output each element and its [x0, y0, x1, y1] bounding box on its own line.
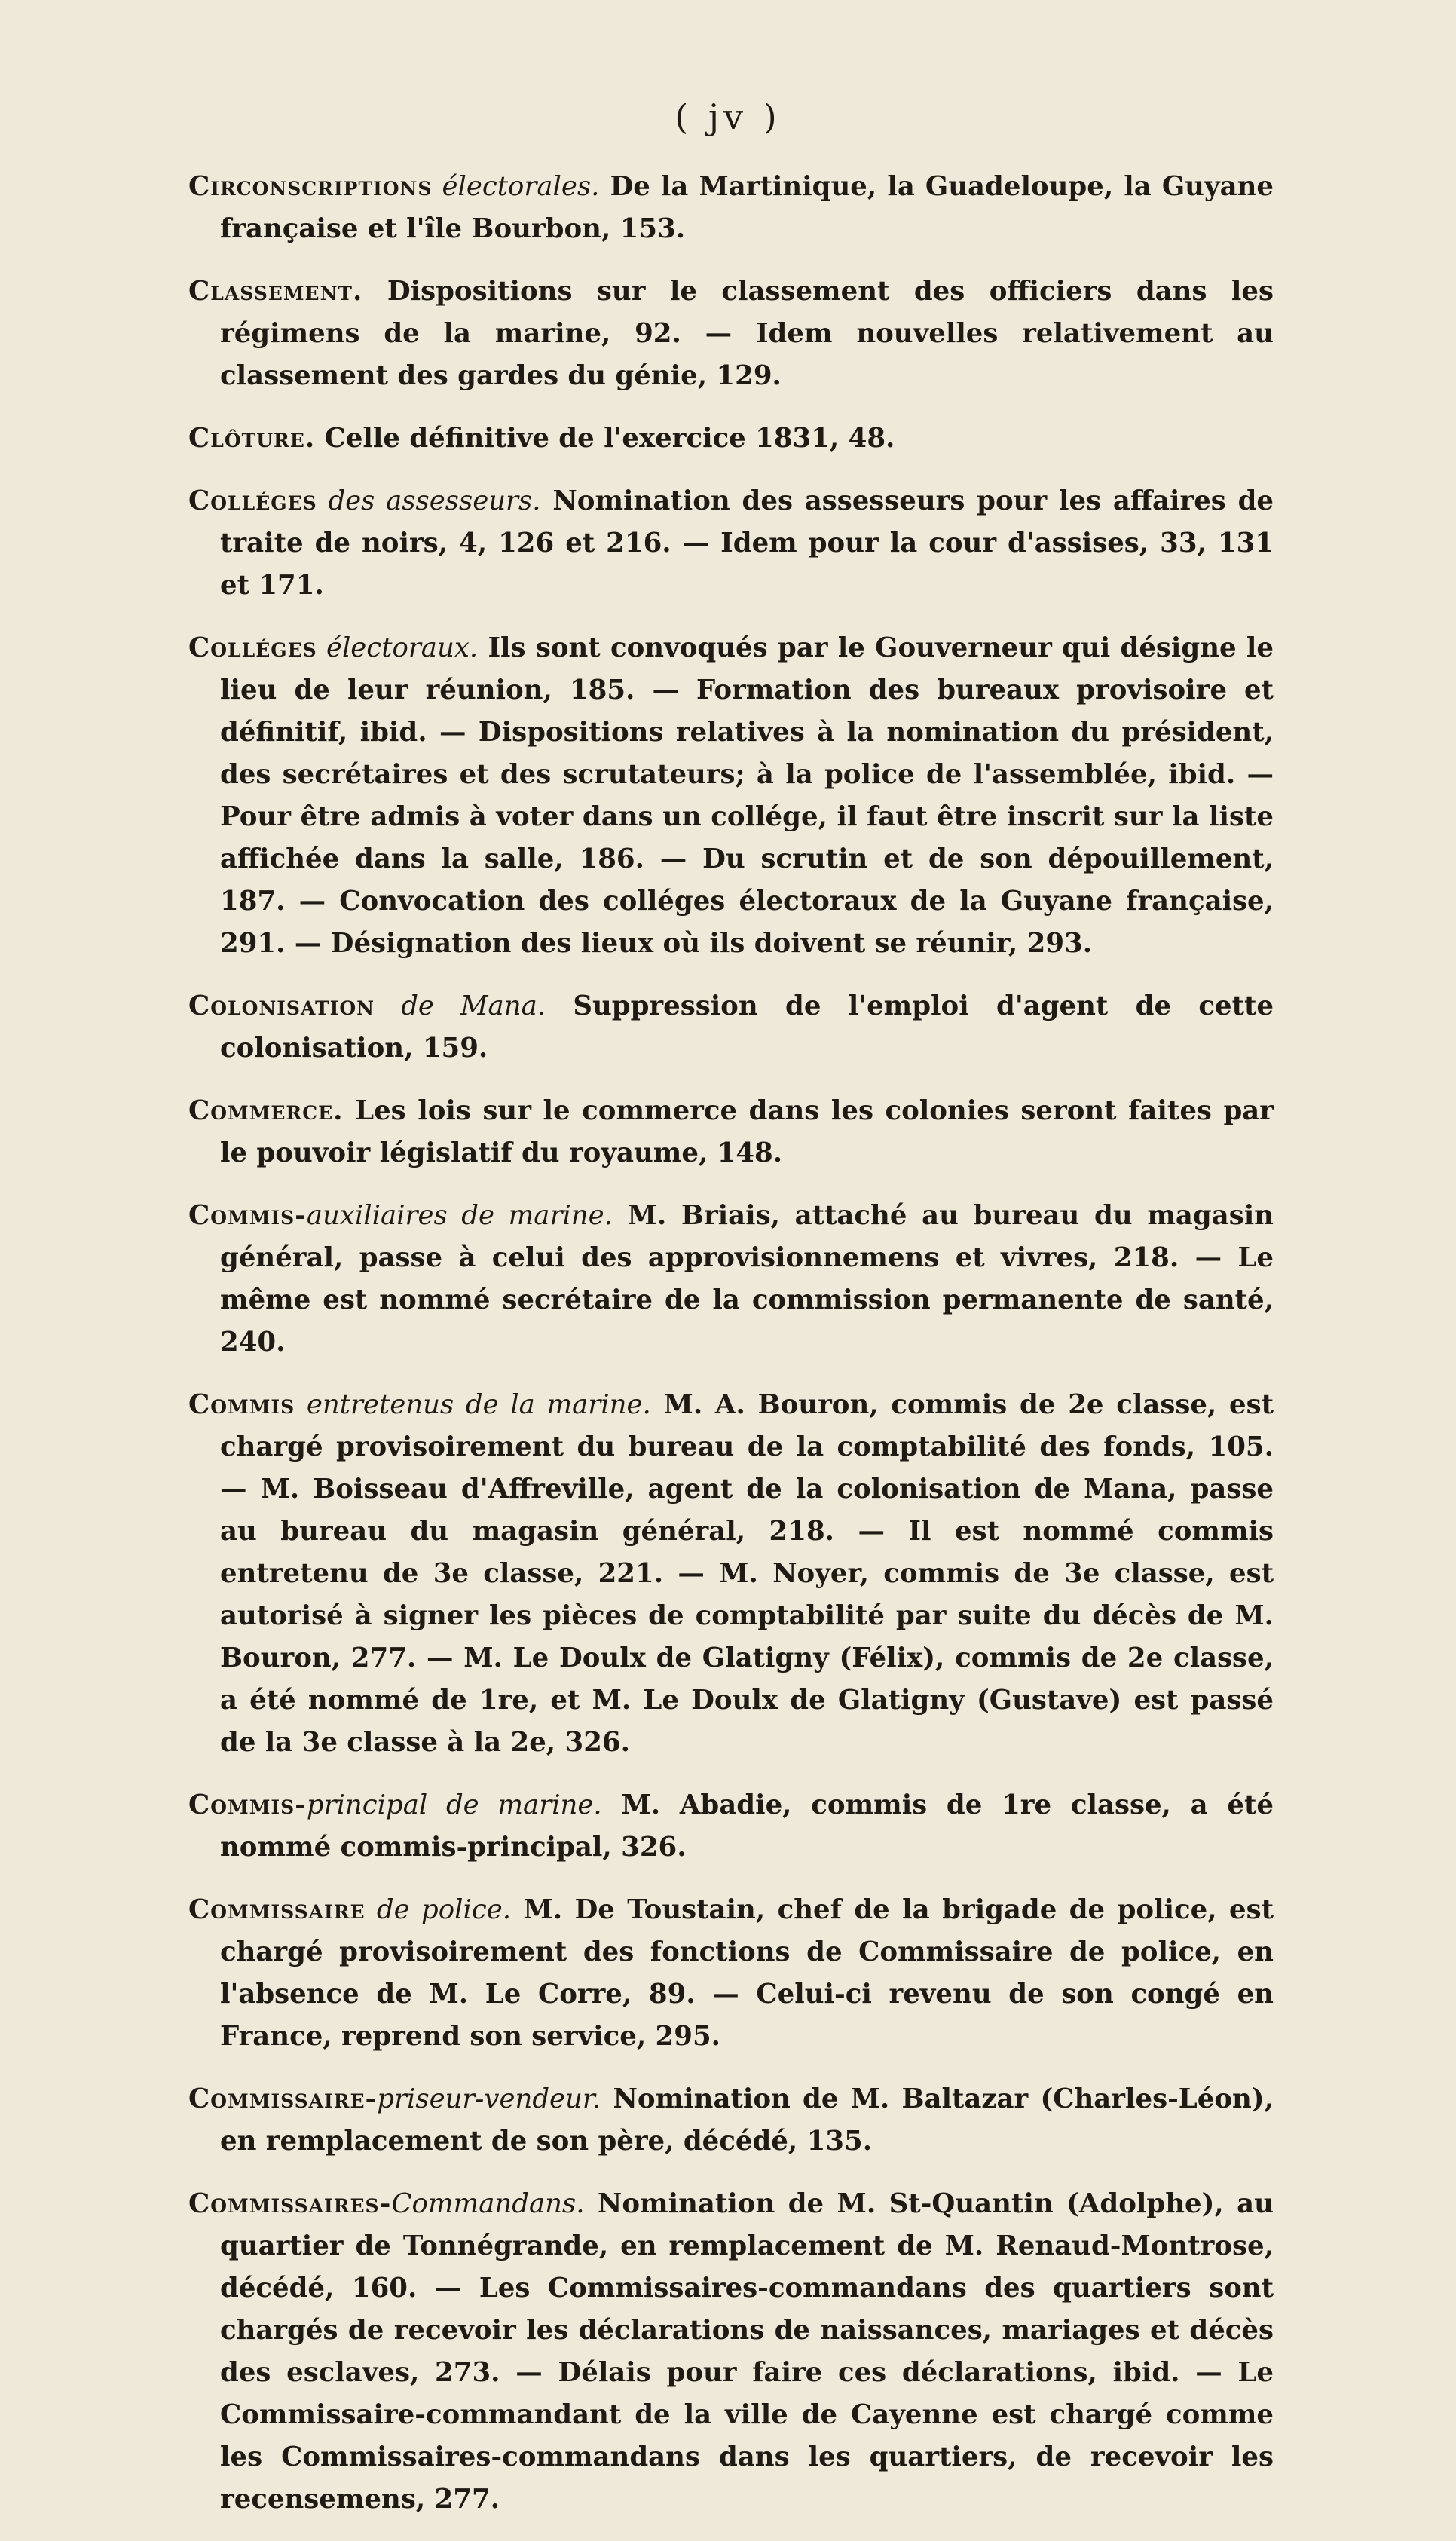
index-entry	[188, 1784, 1274, 1869]
index-entry	[188, 1889, 1274, 2058]
entry-subheading: Commandans.	[391, 2188, 585, 2219]
entry-text: Ils sont convoqués par le Gouverneur qui désigne le lieu de leur réunion, 185. — Formation des bureaux provisoire et définitif, ibid. — Dispositions relatives à la nomination du président, des secrétaires et des scrutateurs; à la police de l'assemblée, ibid. — Pour être admis à voter dans un collége, il faut être inscrit sur la liste affichée dans la salle, 186. — Du scrutin et de son dépouillement, 187. — Convocation des colléges électoraux de la Guyane française, 291. — Désignation des lieux où ils doivent se réunir, 293.	[220, 632, 1274, 959]
entry-text: Nomination de M. Baltazar (Charles-Léon), en remplacement de son père, décédé, 135.	[220, 2083, 1274, 2157]
entry-heading: Clôture.	[188, 423, 316, 454]
entry-heading: Commerce.	[188, 1095, 344, 1126]
index-entry	[188, 1090, 1274, 1174]
entry-heading: Circonscriptions	[188, 171, 433, 202]
entry-subheading: entretenus de la marine.	[306, 1389, 651, 1420]
entry-subheading: de Mana.	[401, 990, 546, 1021]
index-entry	[188, 418, 1274, 460]
index-entry	[188, 1195, 1274, 1364]
index-entry	[188, 627, 1274, 965]
entry-subheading: électoraux.	[326, 632, 479, 663]
entry-text: M. A. Bouron, commis de 2e classe, est chargé provisoirement du bureau de la comptabilité des fonds, 105. — M. Boisseau d'Affreville, agent de la colonisation de Mana, passe au bureau du magasin général, 218. — Il est nommé commis entretenu de 3e classe, 221. — M. Noyer, commis de 3e classe, est autorisé à signer les pièces de comptabilité par suite du décès de M. Bouron, 277. — M. Le Doulx de Glatigny (Félix), commis de 2e classe, a été nommé de 1re, et M. Le Doulx de Glatigny (Gustave) est passé de la 3e classe à la 2e, 326.	[220, 1389, 1274, 1758]
index-entries	[188, 166, 1274, 2541]
entry-text: Nomination de M. St-Quantin (Adolphe), au quartier de Tonnégrande, en remplacement de M. Renaud-Montrose, décédé, 160. — Les Commissaires-commandans des quartiers sont chargés de recevoir les déclarations de naissances, mariages et décès des esclaves, 273. — Délais pour faire ces déclarations, ibid. — Le Commissaire-commandant de la ville de Cayenne est chargé comme les Commissaires-commandans dans les quartiers, de recevoir les recensemens, 277.	[220, 2188, 1274, 2515]
entry-heading: Commis-	[188, 1789, 307, 1820]
entry-text: Les lois sur le commerce dans les colonies seront faites par le pouvoir législatif du royaume, 148.	[220, 1095, 1274, 1168]
index-entry	[188, 480, 1274, 607]
entry-heading: Colléges	[188, 485, 317, 516]
entry-subheading: priseur-vendeur.	[377, 2083, 601, 2114]
index-entry	[188, 2078, 1274, 2163]
entry-subheading: de police.	[376, 1894, 511, 1925]
index-entry	[188, 2183, 1274, 2521]
entry-text: Nomination des assesseurs pour les affaires de traite de noirs, 4, 126 et 216. — Idem pour la cour d'assises, 33, 131 et 171.	[220, 485, 1274, 601]
entry-heading: Commis-	[188, 1200, 307, 1231]
entry-subheading: électorales.	[442, 171, 600, 202]
entry-text: M. De Toustain, chef de la brigade de police, est chargé provisoirement des fonctions de Commissaire de police, en l'absence de M. Le Corre, 89. — Celui-ci revenu de son congé en France, reprend son service, 295.	[220, 1894, 1274, 2052]
entry-text: De la Martinique, la Guadeloupe, la Guyane française et l'île Bourbon, 153.	[220, 171, 1274, 244]
entry-text: M. Briais, attaché au bureau du magasin général, passe à celui des approvisionnemens et vivres, 218. — Le même est nommé secrétaire de la commission permanente de santé, 240.	[220, 1200, 1274, 1358]
entry-heading: Classement.	[188, 276, 363, 307]
entry-heading: Colonisation	[188, 990, 375, 1021]
entry-heading: Commissaires-	[188, 2188, 392, 2219]
index-entry	[188, 1384, 1274, 1764]
entry-heading: Commissaire-	[188, 2083, 378, 2114]
index-entry	[188, 985, 1274, 1070]
page-number: ( jv )	[674, 96, 782, 137]
index-entry	[188, 166, 1274, 250]
entry-text: M. Abadie, commis de 1re classe, a été nommé commis-principal, 326.	[220, 1789, 1274, 1863]
entry-subheading: des assesseurs.	[328, 485, 541, 516]
entry-text: Suppression de l'emploi d'agent de cette colonisation, 159.	[220, 990, 1274, 1064]
entry-text: Dispositions sur le classement des officiers dans les régimens de la marine, 92. — Idem nouvelles relativement au classement des gardes du génie, 129.	[220, 276, 1274, 391]
entry-text: Celle définitive de l'exercice 1831, 48.	[315, 423, 895, 454]
index-entry	[188, 271, 1274, 397]
entry-heading: Commissaire	[188, 1894, 366, 1925]
entry-heading: Colléges	[188, 632, 317, 663]
entry-subheading: principal de marine.	[306, 1789, 602, 1820]
entry-heading: Commis	[188, 1389, 295, 1420]
entry-subheading: auxiliaires de marine.	[306, 1200, 613, 1231]
